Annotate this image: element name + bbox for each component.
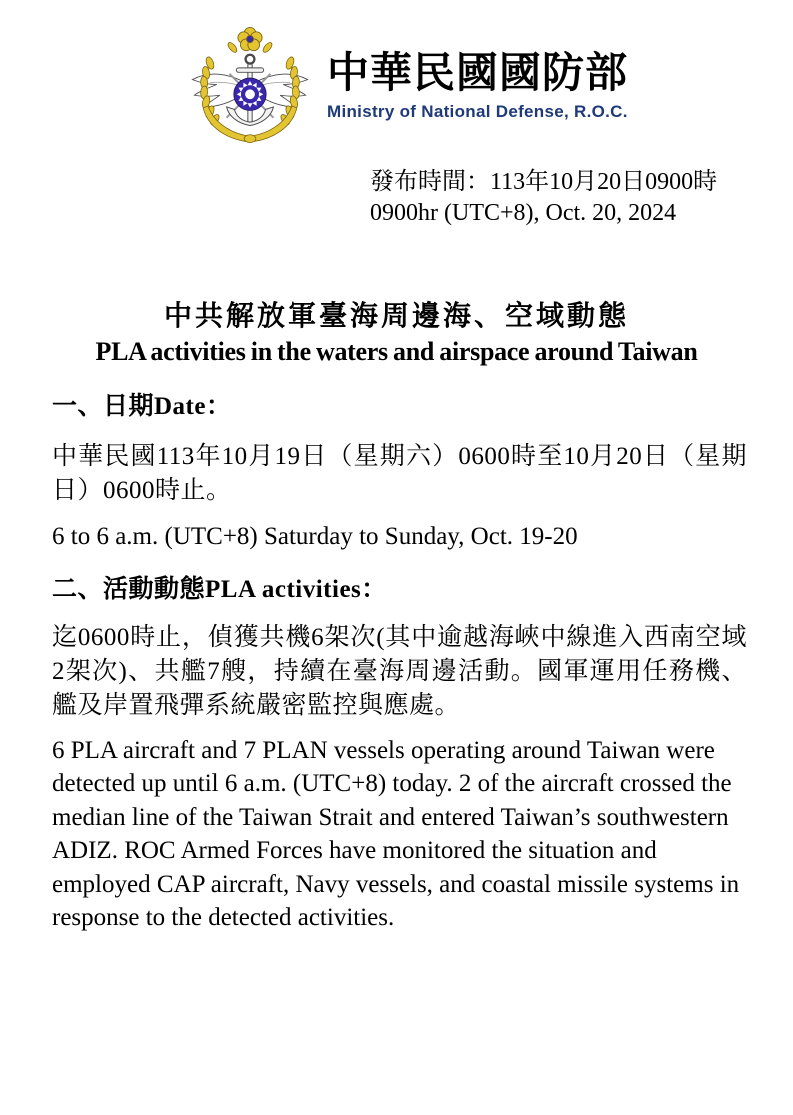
release-info [370, 167, 717, 229]
document-title-en: PLA activities in the waters and airspace around Taiwan [95, 337, 698, 366]
document-body [52, 391, 747, 935]
activities-paragraph-zh: 迄0600時止，偵獲共機6架次(其中逾越海峽中線進入西南空域2架次)、共艦7艘，持續在臺海周邊活動。國軍運用任務機、艦及岸置飛彈系統嚴密監控與應處。 [52, 623, 747, 719]
section-date-heading: 一、日期Date： [52, 393, 232, 420]
date-paragraph-en: 6 to 6 a.m. (UTC+8) Saturday to Sunday, Oct. 19-20 [52, 523, 578, 550]
header [183, 24, 628, 146]
plum-blossom-icon [238, 27, 262, 50]
document-title [0, 294, 793, 367]
section-date [52, 391, 747, 554]
activities-paragraph-en: 6 PLA aircraft and 7 PLAN vessels operating around Taiwan were detected up until 6 a.m. (UTC+8) today. 2 of the aircraft crossed the median line of the Taiwan Strait and entered Taiwan’s southwestern ADIZ. ROC Armed Forces have monitored the situation and employed CAP aircraft, Navy vessels, and coastal missile systems in response to the detected activities. [52, 736, 740, 931]
section-activities-heading: 二、活動動態PLA activities： [52, 575, 387, 603]
release-time-zh: 發布時間：113年10月20日0900時 [370, 169, 718, 195]
section-activities [52, 574, 747, 935]
mnd-emblem-icon [183, 24, 317, 146]
org-name-en: Ministry of National Defense, R.O.C. [327, 102, 628, 122]
release-time-en: 0900hr (UTC+8), Oct. 20, 2024 [370, 200, 677, 226]
document-title-zh: 中共解放軍臺海周邊海、空域動態 [163, 301, 629, 332]
org-name-zh: 中華民國國防部 [327, 51, 629, 97]
date-paragraph-zh: 中華民國113年10月19日（星期六）0600時至10月20日（星期日）0600時止。 [52, 443, 747, 504]
org-names [327, 50, 628, 122]
